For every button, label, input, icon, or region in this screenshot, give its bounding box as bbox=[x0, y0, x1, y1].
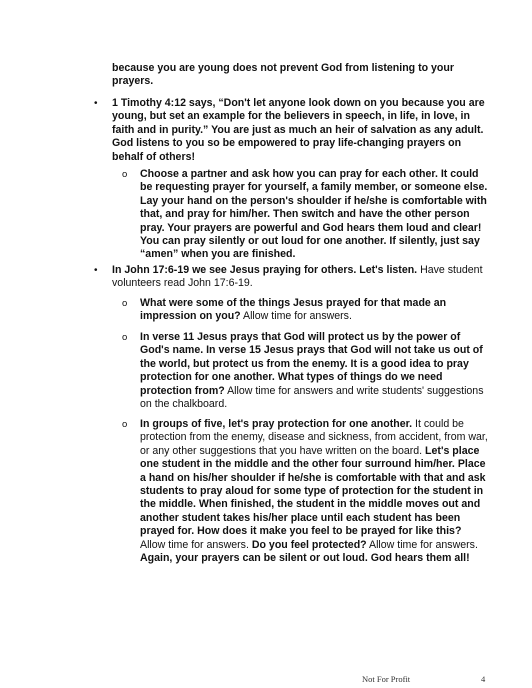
paragraph-line: a hand on his/her shoulder if he/she is comfortable with that and ask bbox=[140, 471, 486, 484]
paragraph-line: What were some of the things Jesus prayed for that made an bbox=[140, 297, 447, 309]
paragraph-line: that, and pray for him/her. Then switch and have the other person bbox=[140, 208, 470, 221]
bullet-marker: • bbox=[94, 265, 98, 276]
paragraph-line: “amen” when you are finished. bbox=[140, 248, 296, 261]
paragraph-line: Lay your hand on the person's shoulder if he/she is comfortable with bbox=[140, 194, 487, 207]
paragraph-line: You can pray silently or out loud for one another. If silently, just say bbox=[140, 235, 480, 248]
intro-paragraph bbox=[112, 62, 454, 89]
normal-text: or any other suggestions that you have written on the board. bbox=[140, 444, 426, 457]
paragraph-line: volunteers read John 17:6-19. bbox=[112, 277, 253, 290]
bold-text: Let's place bbox=[425, 444, 480, 457]
intro-line: because you are young does not prevent God from listening to your bbox=[112, 62, 454, 74]
sub-bullet-marker: o bbox=[122, 419, 128, 430]
paragraph-line: God's name. In verse 15 Jesus prays that God will not take us out of bbox=[140, 344, 483, 357]
paragraph-line: faith and in purity.” You are just as much an heir of salvation as any adult. bbox=[112, 123, 484, 136]
paragraph-line bbox=[140, 418, 488, 431]
paragraph-line bbox=[112, 264, 483, 277]
bold-text: Do you feel protected? bbox=[251, 538, 367, 551]
bold-text: In John 17:6-19 we see Jesus praying for others. Let's listen. bbox=[112, 264, 418, 276]
paragraph-line: 1 Timothy 4:12 says, “Don't let anyone look down on you because you are bbox=[112, 97, 485, 109]
paragraph-line: be requesting prayer for yourself, a family member, or someone else. bbox=[140, 181, 488, 194]
sub-bullet-marker: o bbox=[122, 169, 128, 180]
paragraph-line: Choose a partner and ask how you can pray for each other. It could bbox=[140, 168, 479, 180]
paragraph-line: protection from the enemy, disease and sickness, from accident, from war, bbox=[140, 431, 488, 444]
paragraph-line: the middle. When finished, the student in the middle moves out and bbox=[140, 498, 481, 511]
paragraph-line bbox=[140, 539, 488, 552]
protection-paragraph bbox=[140, 331, 484, 411]
paragraph-line: on the chalkboard. bbox=[140, 398, 228, 411]
paragraph-line: one student in the middle and the other four surround him/her. Place bbox=[140, 458, 486, 471]
paragraph-line bbox=[140, 445, 488, 458]
bullet-marker: • bbox=[94, 98, 98, 109]
paragraph-line: students to pray aloud for some type of protection for the student in bbox=[140, 485, 484, 498]
normal-text: Allow time for answers. bbox=[140, 538, 252, 551]
normal-text: Allow time for answers. bbox=[240, 310, 352, 323]
paragraph-line: prayed for. How does it make you feel to be prayed for like this? bbox=[140, 525, 462, 538]
bold-text: impression on you? bbox=[140, 310, 241, 323]
partner-prayer-paragraph bbox=[140, 168, 487, 262]
paragraph-line bbox=[140, 385, 484, 398]
paragraph-line: behalf of others! bbox=[112, 150, 195, 163]
paragraph-line: pray. Your prayers are powerful and God hears them loud and clear! bbox=[140, 221, 482, 234]
normal-text: Have student bbox=[417, 264, 483, 276]
groups-paragraph bbox=[140, 418, 488, 565]
paragraph-line: In verse 11 Jesus prays that God will protect us by the power of bbox=[140, 331, 461, 343]
paragraph-line: young, but set an example for the believers in speech, in life, in love, in bbox=[112, 110, 470, 123]
normal-text: Allow time for answers. bbox=[366, 538, 478, 551]
paragraph-line: God listens to you so be empowered to pray life-changing prayers on bbox=[112, 137, 462, 150]
sub-bullet-marker: o bbox=[122, 332, 128, 343]
paragraph-line: Again, your prayers can be silent or out loud. God hears them all! bbox=[140, 552, 470, 565]
intro-line: prayers. bbox=[112, 75, 154, 88]
normal-text: Allow time for answers and write students' suggestions bbox=[224, 384, 484, 397]
paragraph-line: the world, but protect us from the enemy. It is a good idea to pray bbox=[140, 357, 469, 370]
normal-text: It could be bbox=[412, 418, 464, 430]
paragraph-line: another student takes his/her place until each student has been bbox=[140, 511, 461, 524]
sub-bullet-marker: o bbox=[122, 298, 128, 309]
timothy-paragraph bbox=[112, 97, 485, 164]
footer-text: Not For Profit bbox=[362, 674, 411, 684]
paragraph-line bbox=[140, 310, 446, 323]
john-paragraph bbox=[112, 264, 483, 291]
impression-question bbox=[140, 297, 446, 324]
paragraph-line: protection for one another. What types of things do we need bbox=[140, 371, 443, 384]
bold-text: protection from? bbox=[140, 384, 225, 397]
page-number: 4 bbox=[481, 674, 486, 684]
bold-text: In groups of five, let's pray protection for one another. bbox=[140, 418, 413, 430]
